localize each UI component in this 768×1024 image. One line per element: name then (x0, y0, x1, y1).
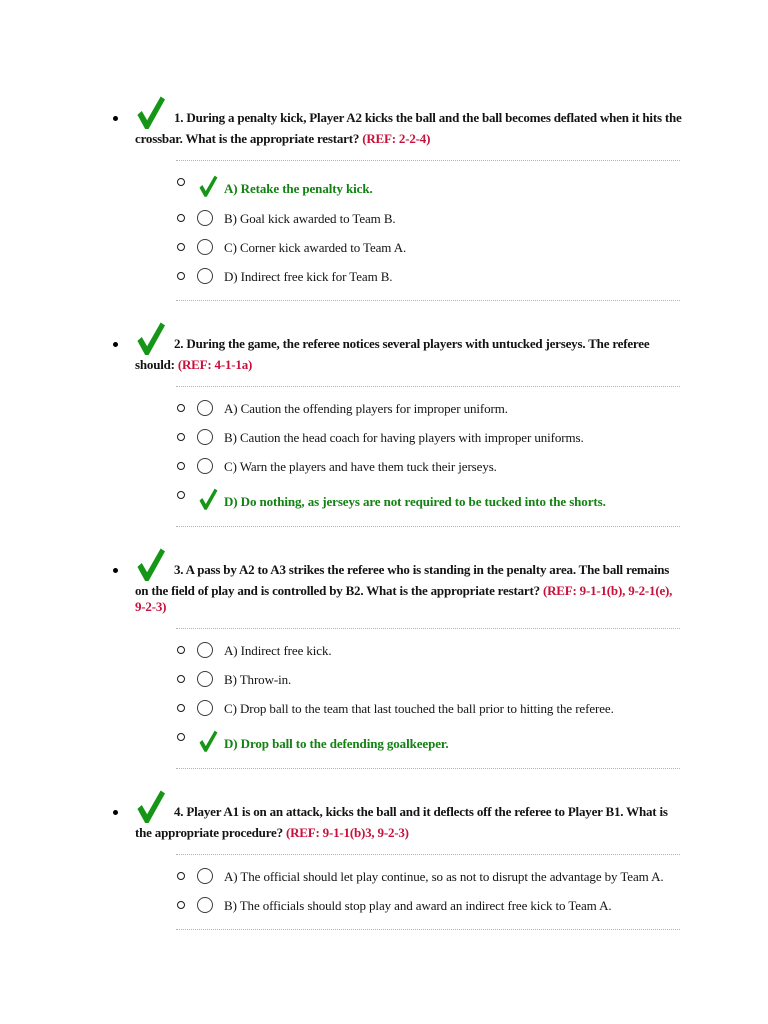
question-stem: 3. A pass by A2 to A3 strikes the referee who is standing in the penalty area. The ball remains on the field of play and is controlled by B2. What is the appropriate restart? (135, 562, 670, 598)
question-stem: 2. During the game, the referee notices several players with untucked jerseys. The referee should: (135, 336, 650, 372)
radio-button[interactable] (197, 868, 213, 884)
circle-list-marker (177, 272, 185, 280)
answer-option (197, 868, 690, 885)
question-ref: (REF: 2-2-4) (362, 131, 431, 146)
circle-list-marker (177, 675, 185, 683)
answer-option-label: A) The official should let play continue, so as not to disrupt the advantage by Team A. (224, 869, 664, 884)
answer-option-label: D) Indirect free kick for Team B. (224, 269, 393, 284)
circle-list-marker (177, 214, 185, 222)
question-block-2 (0, 320, 768, 527)
question-ref: (REF: 9-1-1(b)3, 9-2-3) (285, 825, 409, 840)
bullet-marker (113, 342, 118, 347)
circle-list-marker (177, 433, 185, 441)
circle-list-marker (177, 462, 185, 470)
answer-option (197, 487, 690, 511)
circle-list-marker (177, 178, 185, 186)
question-stem: 1. During a penalty kick, Player A2 kicks the ball and the ball becomes deflated when it hits the crossbar. What is the appropriate restart? (135, 110, 682, 146)
radio-button[interactable] (197, 700, 213, 716)
answer-option-label: C) Corner kick awarded to Team A. (224, 240, 407, 255)
separator-line (176, 929, 680, 930)
answer-option-label: A) Retake the penalty kick. (224, 181, 373, 196)
answer-option-label: B) Caution the head coach for having players with improper uniforms. (224, 430, 584, 445)
options-list (0, 868, 768, 914)
separator-line (176, 628, 680, 629)
answer-option (197, 458, 690, 475)
correct-answer-checkmark-icon (197, 487, 219, 511)
separator-line (176, 160, 680, 161)
radio-button[interactable] (197, 897, 213, 913)
radio-button[interactable] (197, 268, 213, 284)
answer-option-label: C) Warn the players and have them tuck their jerseys. (224, 459, 497, 474)
options-list (0, 174, 768, 285)
answer-option-label: C) Drop ball to the team that last touched the ball prior to hitting the referee. (224, 701, 614, 716)
correct-answer-checkmark-icon (197, 729, 219, 753)
question-text (135, 94, 684, 147)
separator-line (176, 768, 680, 769)
circle-list-marker (177, 733, 185, 741)
radio-button[interactable] (197, 239, 213, 255)
answer-option (197, 429, 690, 446)
circle-list-marker (177, 704, 185, 712)
answer-option-label: A) Caution the offending players for improper uniform. (224, 401, 508, 416)
question-block-3 (0, 546, 768, 769)
question-ref: (REF: 9-1-1(b), 9-2-1(e), 9-2-3) (135, 583, 673, 614)
question-text (135, 546, 684, 615)
answer-option (197, 671, 690, 688)
options-list (0, 642, 768, 753)
separator-line (176, 300, 680, 301)
answer-option-label: D) Drop ball to the defending goalkeeper. (224, 736, 449, 751)
circle-list-marker (177, 491, 185, 499)
circle-list-marker (177, 243, 185, 251)
radio-button[interactable] (197, 400, 213, 416)
radio-button[interactable] (197, 671, 213, 687)
question-block-4 (0, 788, 768, 930)
question-correct-checkmark-icon (135, 788, 166, 825)
answer-option-label: B) Throw-in. (224, 672, 292, 687)
question-correct-checkmark-icon (135, 546, 166, 583)
options-list (0, 400, 768, 511)
answer-option (197, 897, 690, 914)
answer-option-label: B) Goal kick awarded to Team B. (224, 211, 396, 226)
circle-list-marker (177, 404, 185, 412)
radio-button[interactable] (197, 429, 213, 445)
bullet-marker (113, 116, 118, 121)
correct-answer-checkmark-icon (197, 174, 219, 198)
question-correct-checkmark-icon (135, 94, 166, 131)
bullet-marker (113, 810, 118, 815)
separator-line (176, 386, 680, 387)
answer-option-label: A) Indirect free kick. (224, 643, 332, 658)
answer-option-label: D) Do nothing, as jerseys are not required to be tucked into the shorts. (224, 494, 606, 509)
circle-list-marker (177, 646, 185, 654)
answer-option (197, 400, 690, 417)
question-stem: 4. Player A1 is on an attack, kicks the ball and it deflects off the referee to Player B1. What is the appropriate procedure? (135, 804, 668, 840)
question-text (135, 320, 684, 373)
question-block-1 (0, 94, 768, 301)
answer-option-label: B) The officials should stop play and award an indirect free kick to Team A. (224, 898, 612, 913)
separator-line (176, 526, 680, 527)
answer-option (197, 642, 690, 659)
radio-button[interactable] (197, 458, 213, 474)
answer-option (197, 239, 690, 256)
circle-list-marker (177, 901, 185, 909)
answer-option (197, 729, 690, 753)
bullet-marker (113, 568, 118, 573)
answer-option (197, 174, 690, 198)
circle-list-marker (177, 872, 185, 880)
answer-option (197, 268, 690, 285)
radio-button[interactable] (197, 210, 213, 226)
separator-line (176, 854, 680, 855)
answer-option (197, 210, 690, 227)
question-text (135, 788, 684, 841)
question-correct-checkmark-icon (135, 320, 166, 357)
radio-button[interactable] (197, 642, 213, 658)
question-ref: (REF: 4-1-1a) (177, 357, 253, 372)
answer-option (197, 700, 690, 717)
